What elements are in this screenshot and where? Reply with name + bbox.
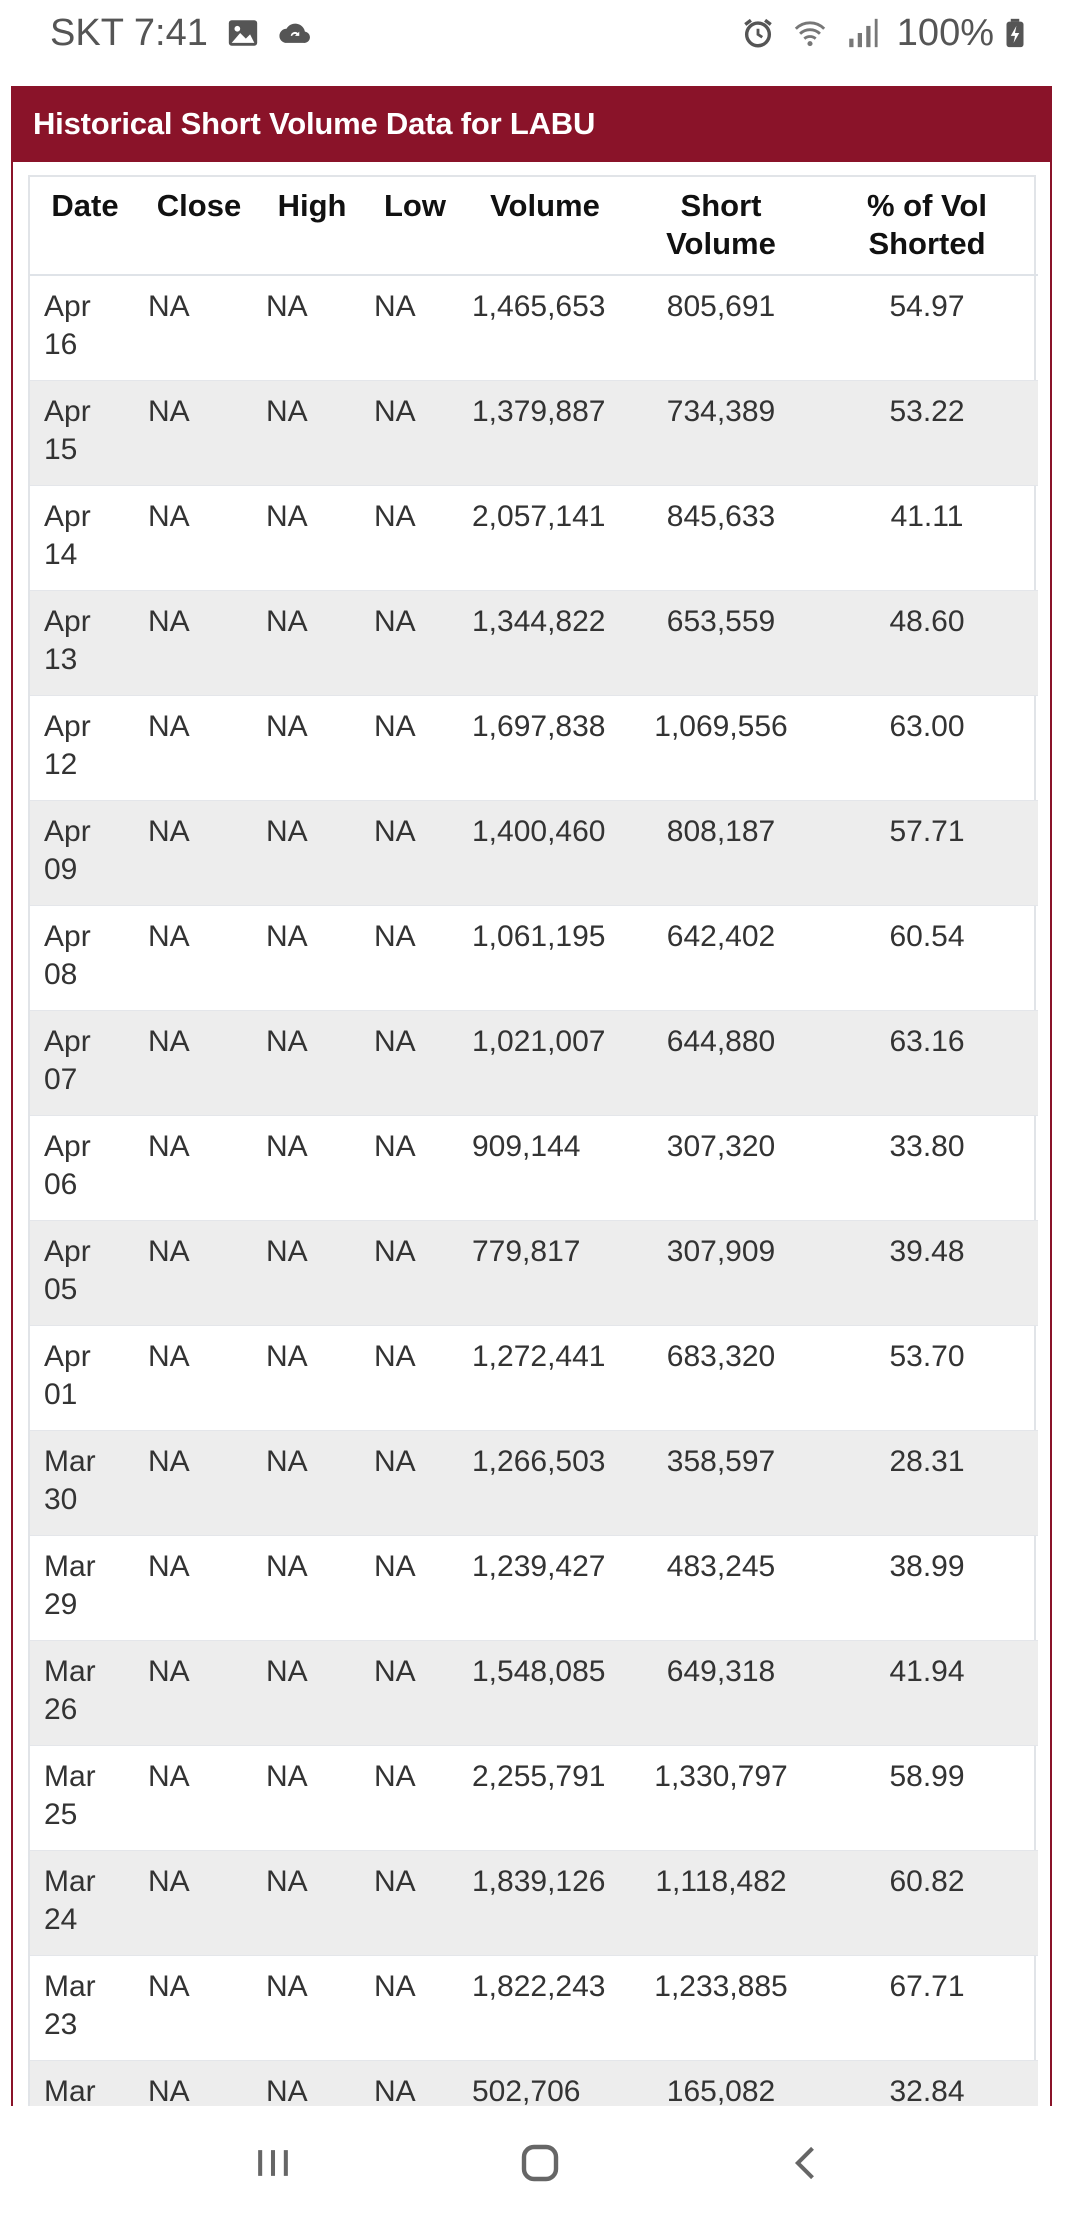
table-row	[30, 1535, 1038, 1640]
gallery-icon	[226, 16, 260, 50]
row-short-volume: 644,880	[626, 1010, 816, 1115]
row-short-volume: 649,318	[626, 1640, 816, 1745]
row-date-month: Apr	[44, 604, 91, 638]
row-date-month: Apr	[44, 1234, 91, 1268]
row-date-month: Apr	[44, 290, 91, 323]
row-date	[30, 1325, 140, 1430]
row-short-volume: 642,402	[626, 905, 816, 1010]
row-low: NA	[366, 1850, 464, 1955]
row-pct-shorted: 63.16	[816, 1010, 1038, 1115]
row-date-day: 06	[44, 1167, 78, 1201]
panel-title: Historical Short Volume Data for LABU	[13, 86, 1050, 162]
row-low: NA	[366, 1955, 464, 2060]
battery-percent: 100%	[896, 11, 994, 54]
row-close: NA	[140, 590, 258, 695]
row-high: NA	[258, 590, 366, 695]
row-low: NA	[366, 1220, 464, 1325]
row-close: NA	[140, 485, 258, 590]
row-date	[30, 1010, 140, 1115]
row-high: NA	[258, 1535, 366, 1640]
row-high: NA	[258, 1010, 366, 1115]
col-header-pct-shorted[interactable]	[816, 177, 1038, 275]
alarm-icon	[741, 16, 775, 50]
col-header-date[interactable]: Date	[30, 177, 140, 275]
row-date-month: Apr	[44, 394, 91, 428]
row-date-day: 15	[44, 432, 78, 466]
row-low: NA	[366, 1010, 464, 1115]
back-button[interactable]	[777, 2133, 837, 2193]
row-volume: 2,255,791	[464, 1745, 626, 1850]
row-low: NA	[366, 695, 464, 800]
row-short-volume: 808,187	[626, 800, 816, 905]
system-nav-bar	[0, 2106, 1080, 2220]
row-date-month: Mar	[44, 1759, 96, 1793]
row-volume: 1,839,126	[464, 1850, 626, 1955]
row-high: NA	[258, 1325, 366, 1430]
row-date-month: Mar	[44, 1654, 96, 1688]
row-date-month: Apr	[44, 814, 91, 848]
row-date	[30, 1430, 140, 1535]
row-close: NA	[140, 1115, 258, 1220]
row-volume: 1,465,653	[464, 275, 626, 380]
row-close: NA	[140, 1745, 258, 1850]
row-volume: 1,379,887	[464, 380, 626, 485]
col-header-close[interactable]: Close	[140, 177, 258, 275]
row-short-volume: 1,233,885	[626, 1955, 816, 2060]
row-date	[30, 485, 140, 590]
row-pct-shorted: 54.97	[816, 275, 1038, 380]
row-short-volume: 483,245	[626, 1535, 816, 1640]
row-high: NA	[258, 800, 366, 905]
row-high: NA	[258, 1850, 366, 1955]
row-short-volume: 358,597	[626, 1430, 816, 1535]
row-short-volume: 734,389	[626, 380, 816, 485]
signal-icon	[845, 16, 879, 50]
row-close: NA	[140, 1430, 258, 1535]
row-volume: 1,272,441	[464, 1325, 626, 1430]
status-bar-right	[741, 12, 1032, 55]
row-high: NA	[258, 1955, 366, 2060]
row-low: NA	[366, 1745, 464, 1850]
row-date-month: Apr	[44, 1129, 91, 1163]
home-button[interactable]	[510, 2133, 570, 2193]
table-row	[30, 1955, 1038, 2060]
col-header-short-volume-line1: Short	[680, 188, 762, 223]
row-date-month: Apr	[44, 709, 91, 743]
row-date-day: 16	[44, 328, 78, 361]
row-pct-shorted: 67.71	[816, 1955, 1038, 2060]
row-volume: 2,057,141	[464, 485, 626, 590]
recent-apps-button[interactable]	[243, 2133, 303, 2193]
row-volume: 1,239,427	[464, 1535, 626, 1640]
row-pct-shorted: 41.94	[816, 1640, 1038, 1745]
row-pct-shorted: 63.00	[816, 695, 1038, 800]
short-volume-panel	[11, 86, 1052, 2106]
row-volume: 1,822,243	[464, 1955, 626, 2060]
table-row	[30, 1430, 1038, 1535]
row-date-month: Apr	[44, 919, 91, 953]
row-volume: 1,061,195	[464, 905, 626, 1010]
row-date-month: Mar	[44, 1864, 96, 1898]
row-short-volume: 307,909	[626, 1220, 816, 1325]
row-close: NA	[140, 275, 258, 380]
row-pct-shorted: 58.99	[816, 1745, 1038, 1850]
row-high: NA	[258, 1640, 366, 1745]
row-low: NA	[366, 1430, 464, 1535]
row-pct-shorted: 53.22	[816, 380, 1038, 485]
recent-apps-icon	[251, 2141, 295, 2185]
row-date	[30, 1955, 140, 2060]
status-bar	[0, 0, 1080, 66]
row-pct-shorted: 41.11	[816, 485, 1038, 590]
row-low: NA	[366, 380, 464, 485]
clock: 7:41	[133, 11, 208, 54]
row-date-day: 12	[44, 747, 78, 781]
table-row	[30, 1325, 1038, 1430]
row-date-month: Mar	[44, 2074, 96, 2106]
row-short-volume: 653,559	[626, 590, 816, 695]
row-volume: 1,400,460	[464, 800, 626, 905]
row-date-day: 26	[44, 1692, 78, 1726]
battery-charging-icon	[998, 16, 1032, 50]
row-low: NA	[366, 905, 464, 1010]
row-date-day: 25	[44, 1797, 78, 1831]
row-short-volume: 307,320	[626, 1115, 816, 1220]
row-close: NA	[140, 380, 258, 485]
row-high: NA	[258, 1745, 366, 1850]
col-header-pct-line2: Shorted	[868, 226, 986, 261]
row-high: NA	[258, 1115, 366, 1220]
row-date	[30, 1640, 140, 1745]
row-date-day: 05	[44, 1272, 78, 1306]
row-pct-shorted: 38.99	[816, 1535, 1038, 1640]
col-header-low[interactable]: Low	[366, 177, 464, 275]
row-short-volume: 165,082	[626, 2060, 816, 2106]
row-date-month: Apr	[44, 1024, 91, 1058]
table-row	[30, 1745, 1038, 1850]
row-close: NA	[140, 1850, 258, 1955]
row-close: NA	[140, 1535, 258, 1640]
row-date-day: 08	[44, 957, 78, 991]
row-date	[30, 905, 140, 1010]
table-row	[30, 1010, 1038, 1115]
col-header-short-volume[interactable]	[626, 177, 816, 275]
row-date	[30, 2060, 140, 2106]
table-row	[30, 1640, 1038, 1745]
row-date-month: Mar	[44, 1444, 96, 1478]
row-close: NA	[140, 2060, 258, 2106]
wifi-icon	[793, 16, 827, 50]
row-date	[30, 695, 140, 800]
table-row	[30, 590, 1038, 695]
row-high: NA	[258, 275, 366, 380]
row-date-day: 23	[44, 2007, 78, 2041]
row-low: NA	[366, 485, 464, 590]
col-header-volume[interactable]: Volume	[464, 177, 626, 275]
short-volume-table	[28, 175, 1036, 2106]
table-row	[30, 1115, 1038, 1220]
row-short-volume: 845,633	[626, 485, 816, 590]
row-volume: 1,697,838	[464, 695, 626, 800]
row-date	[30, 1220, 140, 1325]
row-low: NA	[366, 800, 464, 905]
row-date	[30, 800, 140, 905]
table-row	[30, 380, 1038, 485]
row-low: NA	[366, 1640, 464, 1745]
row-short-volume: 683,320	[626, 1325, 816, 1430]
row-date-day: 01	[44, 1377, 78, 1411]
table-row	[30, 485, 1038, 590]
row-close: NA	[140, 1640, 258, 1745]
row-date-day: 24	[44, 1902, 78, 1936]
cloud-sync-icon	[278, 16, 312, 50]
row-short-volume: 805,691	[626, 275, 816, 380]
web-content[interactable]	[0, 66, 1080, 2106]
row-volume: 1,021,007	[464, 1010, 626, 1115]
row-volume: 779,817	[464, 1220, 626, 1325]
table-row	[30, 2060, 1038, 2106]
row-date-month: Mar	[44, 1969, 96, 2003]
row-date	[30, 590, 140, 695]
row-low: NA	[366, 2060, 464, 2106]
row-date-day: 13	[44, 642, 78, 676]
col-header-short-volume-line2: Volume	[666, 226, 776, 261]
table-row	[30, 275, 1038, 380]
table-row	[30, 1850, 1038, 1955]
table-row	[30, 905, 1038, 1010]
row-volume: 1,344,822	[464, 590, 626, 695]
row-pct-shorted: 48.60	[816, 590, 1038, 695]
table-header-row	[30, 177, 1038, 275]
row-high: NA	[258, 1220, 366, 1325]
row-high: NA	[258, 1430, 366, 1535]
row-low: NA	[366, 275, 464, 380]
row-date	[30, 1745, 140, 1850]
row-short-volume: 1,118,482	[626, 1850, 816, 1955]
back-icon	[785, 2141, 829, 2185]
row-volume: 909,144	[464, 1115, 626, 1220]
row-date	[30, 275, 140, 380]
row-close: NA	[140, 695, 258, 800]
row-volume: 1,548,085	[464, 1640, 626, 1745]
row-pct-shorted: 28.31	[816, 1430, 1038, 1535]
row-short-volume: 1,069,556	[626, 695, 816, 800]
col-header-pct-line1: % of Vol	[867, 188, 987, 223]
row-close: NA	[140, 1325, 258, 1430]
row-date	[30, 380, 140, 485]
row-close: NA	[140, 1010, 258, 1115]
row-date-month: Apr	[44, 499, 91, 533]
table-row	[30, 800, 1038, 905]
row-low: NA	[366, 1535, 464, 1640]
table-row	[30, 695, 1038, 800]
row-date	[30, 1115, 140, 1220]
row-pct-shorted: 57.71	[816, 800, 1038, 905]
row-date-month: Mar	[44, 1549, 96, 1583]
col-header-high[interactable]: High	[258, 177, 366, 275]
row-date-day: 30	[44, 1482, 78, 1516]
row-low: NA	[366, 1115, 464, 1220]
carrier-label: SKT	[50, 11, 124, 54]
row-low: NA	[366, 590, 464, 695]
row-date-day: 14	[44, 537, 78, 571]
row-volume: 502,706	[464, 2060, 626, 2106]
row-volume: 1,266,503	[464, 1430, 626, 1535]
table-row	[30, 1220, 1038, 1325]
row-close: NA	[140, 1955, 258, 2060]
row-date-month: Apr	[44, 1339, 91, 1373]
row-pct-shorted: 60.54	[816, 905, 1038, 1010]
row-pct-shorted: 60.82	[816, 1850, 1038, 1955]
row-pct-shorted: 53.70	[816, 1325, 1038, 1430]
row-pct-shorted: 32.84	[816, 2060, 1038, 2106]
row-high: NA	[258, 485, 366, 590]
row-high: NA	[258, 2060, 366, 2106]
row-pct-shorted: 39.48	[816, 1220, 1038, 1325]
row-pct-shorted: 33.80	[816, 1115, 1038, 1220]
row-date-day: 07	[44, 1062, 78, 1096]
row-short-volume: 1,330,797	[626, 1745, 816, 1850]
row-close: NA	[140, 1220, 258, 1325]
row-date-day: 29	[44, 1587, 78, 1621]
row-date	[30, 1850, 140, 1955]
status-bar-left	[50, 12, 312, 55]
row-high: NA	[258, 905, 366, 1010]
row-date	[30, 1535, 140, 1640]
row-close: NA	[140, 905, 258, 1010]
row-high: NA	[258, 695, 366, 800]
row-date-day: 09	[44, 852, 78, 886]
home-icon	[516, 2139, 564, 2187]
row-low: NA	[366, 1325, 464, 1430]
row-high: NA	[258, 380, 366, 485]
row-close: NA	[140, 800, 258, 905]
